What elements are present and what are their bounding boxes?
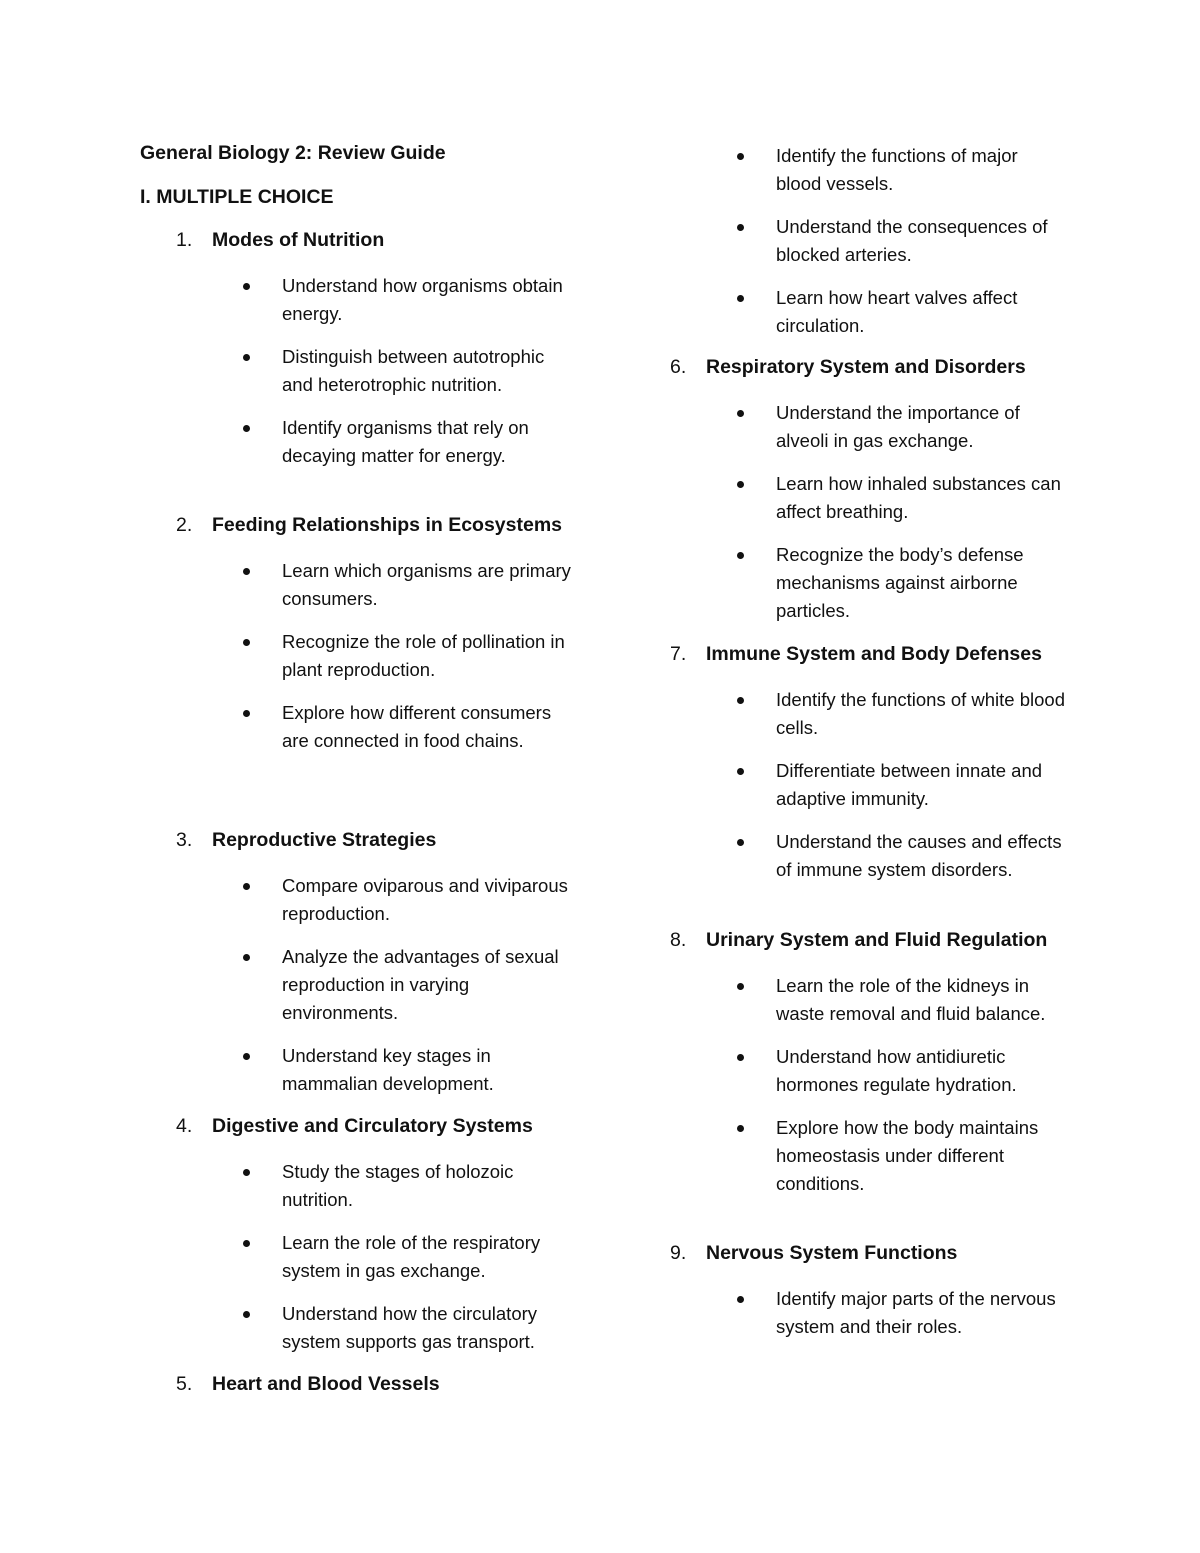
topic-heading xyxy=(634,643,1074,671)
list-item xyxy=(140,628,572,684)
bullet-text: Analyze the advantages of sexual reproduction in varying environments. xyxy=(282,946,559,1023)
bullet-icon xyxy=(243,1169,250,1176)
bullet-text: Compare oviparous and viviparous reproduction. xyxy=(282,875,568,924)
list-item xyxy=(634,1285,1066,1341)
bullet-text: Identify major parts of the nervous system and their roles. xyxy=(776,1288,1056,1337)
bullet-text: Identify organisms that rely on decaying matter for energy. xyxy=(282,417,529,466)
bullet-text: Understand the causes and effects of immune system disorders. xyxy=(776,831,1062,880)
list-item xyxy=(634,470,1066,526)
bullet-icon xyxy=(243,710,250,717)
topic-heading xyxy=(140,1373,600,1401)
list-item xyxy=(140,1042,572,1098)
list-item xyxy=(140,557,572,613)
topic-4 xyxy=(140,1115,600,1356)
bullet-text: Understand the consequences of blocked arteries. xyxy=(776,216,1048,265)
list-item xyxy=(140,943,572,1027)
topic-number: 8. xyxy=(670,929,687,951)
bullet-text: Learn the role of the kidneys in waste removal and fluid balance. xyxy=(776,975,1046,1024)
bullet-text: Understand how the circulatory system supports gas transport. xyxy=(282,1303,538,1352)
bullet-icon xyxy=(737,410,744,417)
topic-number: 9. xyxy=(670,1242,687,1264)
bullet-list xyxy=(634,399,1074,625)
topic-heading xyxy=(140,229,600,257)
list-item xyxy=(140,1158,572,1214)
topic-title: Urinary System and Fluid Regulation xyxy=(706,929,1048,951)
list-item xyxy=(634,399,1066,455)
bullet-icon xyxy=(737,481,744,488)
bullet-icon xyxy=(737,552,744,559)
bullet-text: Identify the functions of major blood vessels. xyxy=(776,145,1018,194)
bullet-list xyxy=(634,142,1074,340)
list-item xyxy=(140,343,572,399)
topic-9 xyxy=(634,1242,1074,1341)
bullet-icon xyxy=(737,697,744,704)
section-heading: I. MULTIPLE CHOICE xyxy=(140,186,334,208)
bullet-icon xyxy=(737,983,744,990)
list-item xyxy=(634,1114,1066,1198)
bullet-icon xyxy=(737,224,744,231)
topic-number: 4. xyxy=(176,1115,193,1137)
list-item xyxy=(634,828,1066,884)
bullet-icon xyxy=(737,768,744,775)
bullet-list xyxy=(140,1158,600,1356)
topic-number: 6. xyxy=(670,356,687,378)
bullet-text: Distinguish between autotrophic and heterotrophic nutrition. xyxy=(282,346,545,395)
bullet-list xyxy=(634,686,1074,884)
bullet-text: Understand key stages in mammalian development. xyxy=(282,1045,494,1094)
bullet-icon xyxy=(737,1125,744,1132)
topic-number: 1. xyxy=(176,229,193,251)
bullet-icon xyxy=(243,639,250,646)
bullet-icon xyxy=(737,1296,744,1303)
bullet-icon xyxy=(243,568,250,575)
bullet-list xyxy=(634,972,1074,1198)
topic-title: Immune System and Body Defenses xyxy=(706,643,1042,665)
bullet-icon xyxy=(243,1240,250,1247)
bullet-text: Learn which organisms are primary consumers. xyxy=(282,560,571,609)
topic-heading xyxy=(634,356,1074,384)
list-item xyxy=(634,972,1066,1028)
topic-7 xyxy=(634,643,1074,884)
bullet-text: Explore how different consumers are connected in food chains. xyxy=(282,702,552,751)
bullet-icon xyxy=(243,883,250,890)
list-item xyxy=(140,414,572,470)
bullet-list xyxy=(140,272,600,470)
list-item xyxy=(634,757,1066,813)
list-item xyxy=(634,541,1066,625)
list-item xyxy=(634,1043,1066,1099)
topic-number: 5. xyxy=(176,1373,193,1395)
topic-title: Feeding Relationships in Ecosystems xyxy=(212,514,563,536)
bullet-list xyxy=(634,1285,1074,1341)
topic-title: Digestive and Circulatory Systems xyxy=(212,1115,533,1137)
topic-heading xyxy=(634,929,1074,957)
topic-title: Respiratory System and Disorders xyxy=(706,356,1026,378)
list-item xyxy=(140,272,572,328)
bullet-text: Understand the importance of alveoli in gas exchange. xyxy=(776,402,1020,451)
topic-title: Heart and Blood Vessels xyxy=(212,1373,440,1395)
topic-6 xyxy=(634,356,1074,625)
topic-1 xyxy=(140,229,600,470)
bullet-icon xyxy=(737,1054,744,1061)
bullet-icon xyxy=(243,354,250,361)
topic-5 xyxy=(634,127,1074,340)
bullet-text: Learn how heart valves affect circulation. xyxy=(776,287,1018,336)
topic-title: Reproductive Strategies xyxy=(212,829,437,851)
bullet-text: Understand how organisms obtain energy. xyxy=(282,275,563,324)
topic-heading xyxy=(140,1115,600,1143)
topic-heading xyxy=(140,514,600,542)
topic-heading xyxy=(140,829,600,857)
bullet-icon xyxy=(737,153,744,160)
topic-2 xyxy=(140,514,600,755)
bullet-text: Identify the functions of white blood cells. xyxy=(776,689,1065,738)
bullet-text: Learn the role of the respiratory system in gas exchange. xyxy=(282,1232,541,1281)
bullet-text: Differentiate between innate and adaptive immunity. xyxy=(776,760,1043,809)
bullet-icon xyxy=(243,954,250,961)
document-title: General Biology 2: Review Guide xyxy=(140,142,446,164)
bullet-text: Learn how inhaled substances can affect breathing. xyxy=(776,473,1061,522)
bullet-text: Understand how antidiuretic hormones regulate hydration. xyxy=(776,1046,1017,1095)
topic-title: Modes of Nutrition xyxy=(212,229,385,251)
topic-8 xyxy=(634,929,1074,1198)
list-item xyxy=(634,213,1066,269)
bullet-icon xyxy=(243,1053,250,1060)
bullet-text: Recognize the body’s defense mechanisms against airborne particles. xyxy=(776,544,1024,621)
topic-number: 7. xyxy=(670,643,687,665)
list-item xyxy=(140,699,572,755)
bullet-icon xyxy=(243,425,250,432)
list-item xyxy=(140,872,572,928)
topic-title: Nervous System Functions xyxy=(706,1242,958,1264)
bullet-text: Recognize the role of pollination in plant reproduction. xyxy=(282,631,565,680)
bullet-icon xyxy=(243,283,250,290)
topic-3 xyxy=(140,829,600,1098)
topic-5 xyxy=(140,1373,600,1401)
bullet-text: Explore how the body maintains homeostasis under different conditions. xyxy=(776,1117,1039,1194)
list-item xyxy=(634,686,1066,742)
topic-number: 3. xyxy=(176,829,193,851)
bullet-text: Study the stages of holozoic nutrition. xyxy=(282,1161,514,1210)
bullet-list xyxy=(140,872,600,1098)
bullet-list xyxy=(140,557,600,755)
topic-number: 2. xyxy=(176,514,193,536)
list-item xyxy=(634,284,1066,340)
topic-heading xyxy=(634,1242,1074,1270)
bullet-icon xyxy=(243,1311,250,1318)
list-item xyxy=(140,1300,572,1356)
bullet-icon xyxy=(737,295,744,302)
list-item xyxy=(634,142,1066,198)
bullet-icon xyxy=(737,839,744,846)
list-item xyxy=(140,1229,572,1285)
